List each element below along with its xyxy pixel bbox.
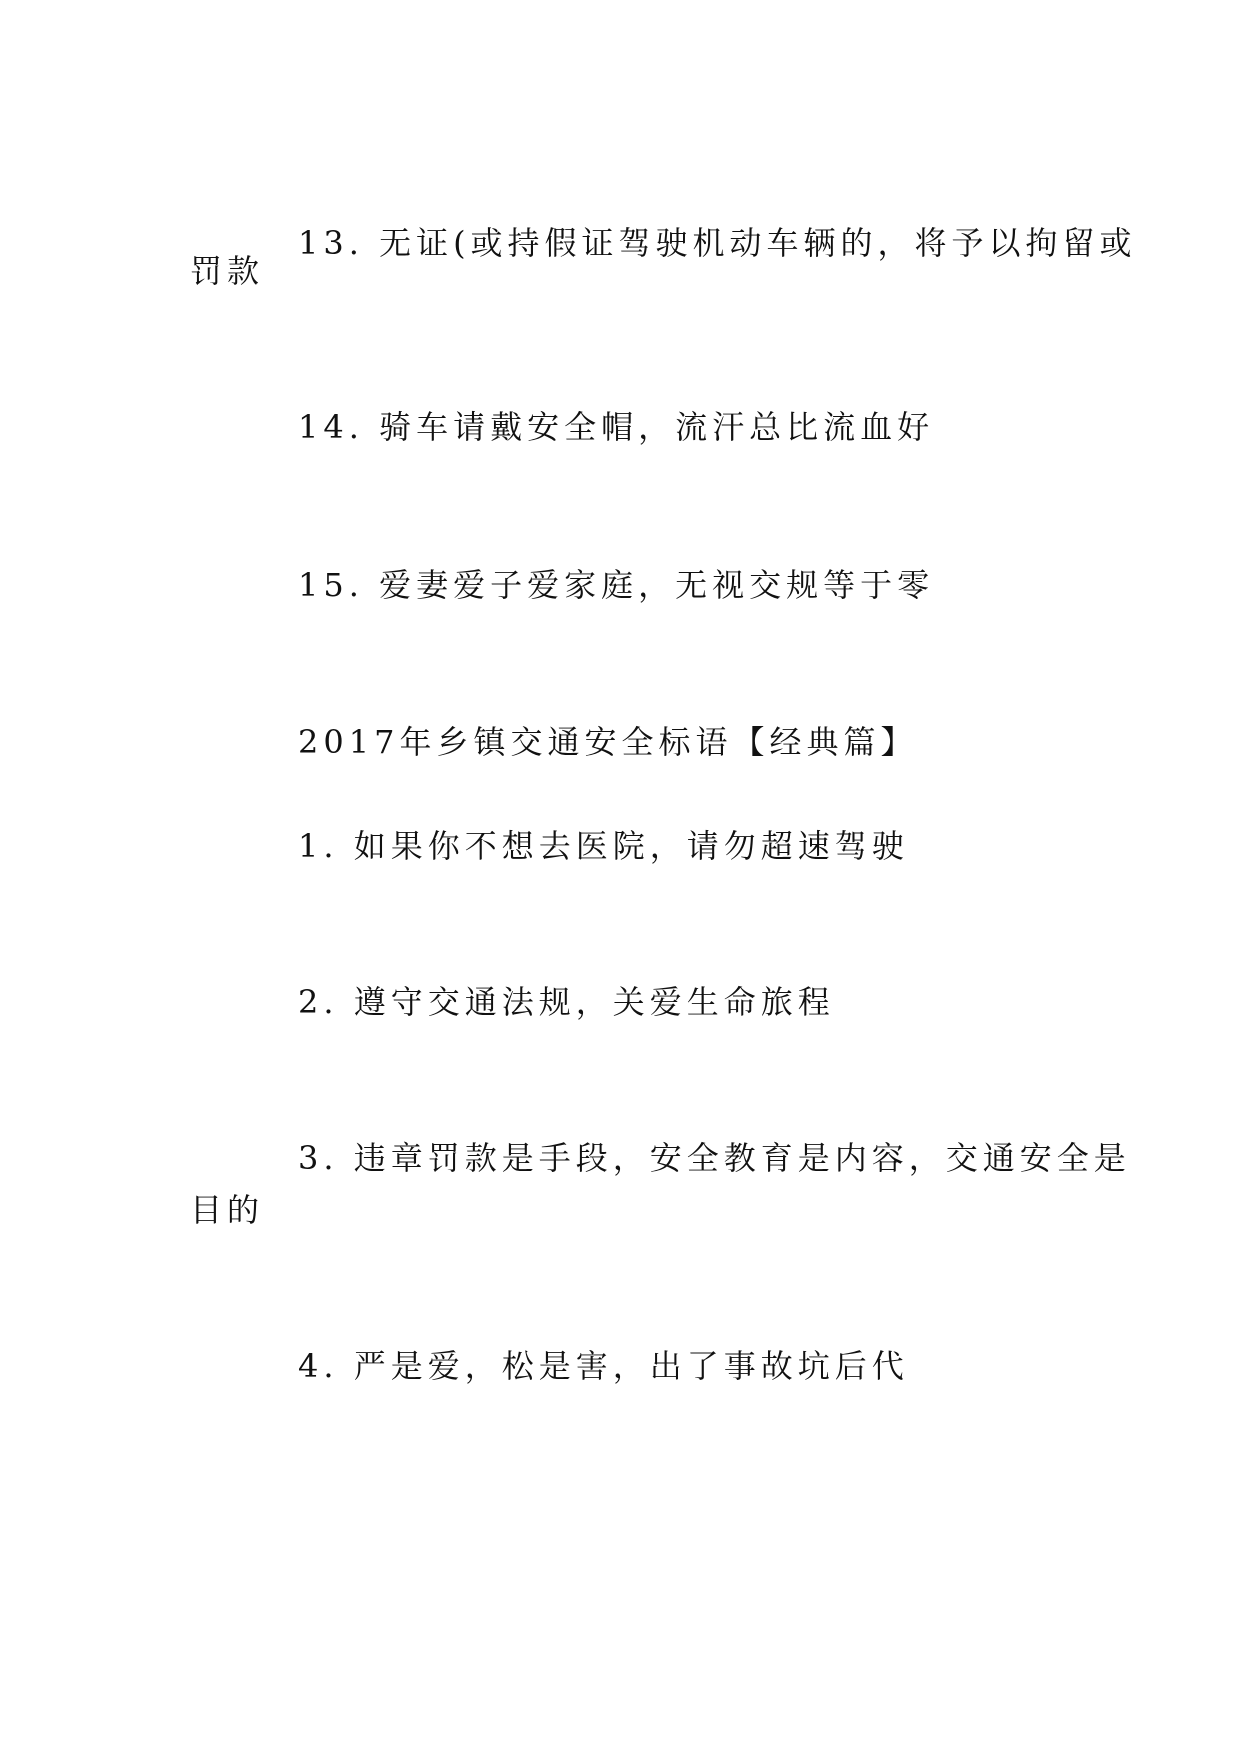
- paragraph-3-line-2: 目的: [190, 1191, 265, 1229]
- paragraph-4: 4. 严是爱，松是害，出了事故坑后代: [298, 1347, 909, 1385]
- paragraph-13-line-1: 13. 无证(或持假证驾驶机动车辆的，将予以拘留或: [298, 224, 1137, 262]
- paragraph-13-line-2: 罚款: [190, 252, 265, 290]
- section-heading: 2017年乡镇交通安全标语【经典篇】: [298, 723, 918, 761]
- paragraph-1: 1. 如果你不想去医院，请勿超速驾驶: [298, 827, 909, 865]
- paragraph-15: 15. 爱妻爱子爱家庭，无视交规等于零: [298, 566, 935, 604]
- paragraph-2: 2. 遵守交通法规，关爱生命旅程: [298, 983, 835, 1021]
- paragraph-3-line-1: 3. 违章罚款是手段，安全教育是内容，交通安全是: [298, 1139, 1131, 1177]
- paragraph-14: 14. 骑车请戴安全帽，流汗总比流血好: [298, 408, 935, 446]
